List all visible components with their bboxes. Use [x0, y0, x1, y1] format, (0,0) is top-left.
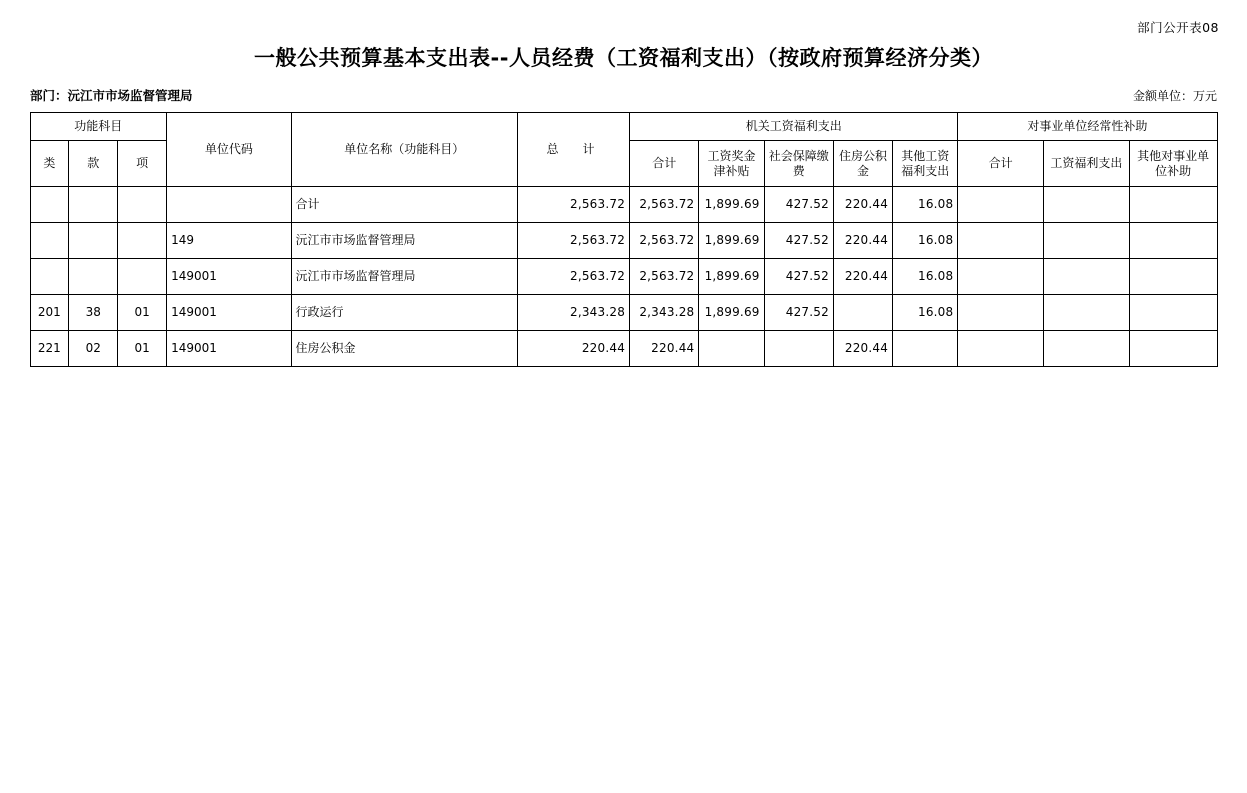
cell-inst-other-subsidy — [1129, 223, 1217, 259]
cell-social-security: 427.52 — [764, 295, 833, 331]
cell-social-security: 427.52 — [764, 187, 833, 223]
cell-total: 2,563.72 — [517, 259, 629, 295]
cell-unit-name: 沅江市市场监督管理局 — [291, 223, 517, 259]
cell-section: 38 — [69, 295, 118, 331]
cell-inst-subtotal — [958, 223, 1044, 259]
page-title: 一般公共预算基本支出表--人员经费（工资福利支出）（按政府预算经济分类） — [254, 46, 993, 70]
cell-total: 2,563.72 — [517, 187, 629, 223]
cell-social-security: 427.52 — [764, 259, 833, 295]
table-row — [30, 331, 1217, 367]
header-salary-bonus-allowance: 工资奖金津补贴 — [699, 141, 764, 187]
cell-section — [69, 259, 118, 295]
header-social-security: 社会保障缴费 — [764, 141, 833, 187]
header-class: 类 — [30, 141, 69, 187]
header-inst-other-subsidy: 其他对事业单位补助 — [1129, 141, 1217, 187]
cell-other-salary-welfare: 16.08 — [893, 295, 958, 331]
cell-housing-fund: 220.44 — [833, 259, 892, 295]
header-other-salary-welfare: 其他工资福利支出 — [893, 141, 958, 187]
cell-total: 2,563.72 — [517, 223, 629, 259]
table-header-row-1 — [30, 113, 1217, 141]
header-item: 项 — [118, 141, 167, 187]
meta-row — [0, 72, 1247, 104]
cell-inst-other-subsidy — [1129, 295, 1217, 331]
cell-unit-name: 行政运行 — [291, 295, 517, 331]
cell-housing-fund: 220.44 — [833, 187, 892, 223]
cell-inst-salary-welfare — [1044, 259, 1130, 295]
form-code: 部门公开表08 — [1137, 20, 1219, 35]
cell-inst-salary-welfare — [1044, 331, 1130, 367]
cell-class: 221 — [30, 331, 69, 367]
cell-inst-salary-welfare — [1044, 187, 1130, 223]
cell-org-subtotal: 2,563.72 — [630, 187, 699, 223]
cell-section — [69, 223, 118, 259]
header-institution-subsidy: 对事业单位经常性补助 — [958, 113, 1217, 141]
budget-table — [30, 112, 1218, 367]
cell-item — [118, 223, 167, 259]
cell-inst-salary-welfare — [1044, 223, 1130, 259]
cell-housing-fund: 220.44 — [833, 223, 892, 259]
cell-class — [30, 259, 69, 295]
cell-salary-bonus-allowance: 1,899.69 — [699, 295, 764, 331]
cell-inst-other-subsidy — [1129, 331, 1217, 367]
cell-salary-bonus-allowance — [699, 331, 764, 367]
table-row — [30, 187, 1217, 223]
cell-org-subtotal: 2,563.72 — [630, 259, 699, 295]
cell-item: 01 — [118, 295, 167, 331]
cell-inst-other-subsidy — [1129, 187, 1217, 223]
cell-other-salary-welfare — [893, 331, 958, 367]
cell-org-subtotal: 2,343.28 — [630, 295, 699, 331]
cell-inst-salary-welfare — [1044, 295, 1130, 331]
header-org-salary-welfare: 机关工资福利支出 — [630, 113, 958, 141]
cell-inst-subtotal — [958, 331, 1044, 367]
header-total: 总 计 — [517, 113, 629, 187]
department-label: 部门：沅江市市场监督管理局 — [30, 88, 193, 103]
cell-social-security: 427.52 — [764, 223, 833, 259]
cell-class — [30, 223, 69, 259]
cell-housing-fund: 220.44 — [833, 331, 892, 367]
cell-total: 220.44 — [517, 331, 629, 367]
table-row — [30, 295, 1217, 331]
header-inst-subtotal: 合计 — [958, 141, 1044, 187]
cell-unit-code: 149001 — [167, 331, 291, 367]
cell-section: 02 — [69, 331, 118, 367]
cell-other-salary-welfare: 16.08 — [893, 223, 958, 259]
cell-class: 201 — [30, 295, 69, 331]
cell-org-subtotal: 2,563.72 — [630, 223, 699, 259]
cell-unit-name: 沅江市市场监督管理局 — [291, 259, 517, 295]
cell-other-salary-welfare: 16.08 — [893, 187, 958, 223]
header-unit-name: 单位名称（功能科目） — [291, 113, 517, 187]
cell-unit-code — [167, 187, 291, 223]
cell-item: 01 — [118, 331, 167, 367]
cell-housing-fund — [833, 295, 892, 331]
cell-section — [69, 187, 118, 223]
header-unit-code: 单位代码 — [167, 113, 291, 187]
cell-inst-other-subsidy — [1129, 259, 1217, 295]
table-row — [30, 223, 1217, 259]
cell-unit-code: 149 — [167, 223, 291, 259]
header-org-subtotal: 合计 — [630, 141, 699, 187]
cell-item — [118, 259, 167, 295]
cell-class — [30, 187, 69, 223]
cell-unit-name: 住房公积金 — [291, 331, 517, 367]
cell-total: 2,343.28 — [517, 295, 629, 331]
cell-social-security — [764, 331, 833, 367]
cell-unit-code: 149001 — [167, 295, 291, 331]
cell-inst-subtotal — [958, 187, 1044, 223]
table-row — [30, 259, 1217, 295]
header-housing-fund: 住房公积金 — [833, 141, 892, 187]
cell-item — [118, 187, 167, 223]
cell-other-salary-welfare: 16.08 — [893, 259, 958, 295]
header-inst-salary-welfare: 工资福利支出 — [1044, 141, 1130, 187]
cell-unit-code: 149001 — [167, 259, 291, 295]
cell-unit-name: 合计 — [291, 187, 517, 223]
cell-salary-bonus-allowance: 1,899.69 — [699, 259, 764, 295]
header-section: 款 — [69, 141, 118, 187]
cell-salary-bonus-allowance: 1,899.69 — [699, 187, 764, 223]
header-function-subject: 功能科目 — [30, 113, 167, 141]
cell-inst-subtotal — [958, 259, 1044, 295]
cell-salary-bonus-allowance: 1,899.69 — [699, 223, 764, 259]
cell-inst-subtotal — [958, 295, 1044, 331]
cell-org-subtotal: 220.44 — [630, 331, 699, 367]
amount-unit-label: 金额单位：万元 — [1132, 89, 1217, 103]
